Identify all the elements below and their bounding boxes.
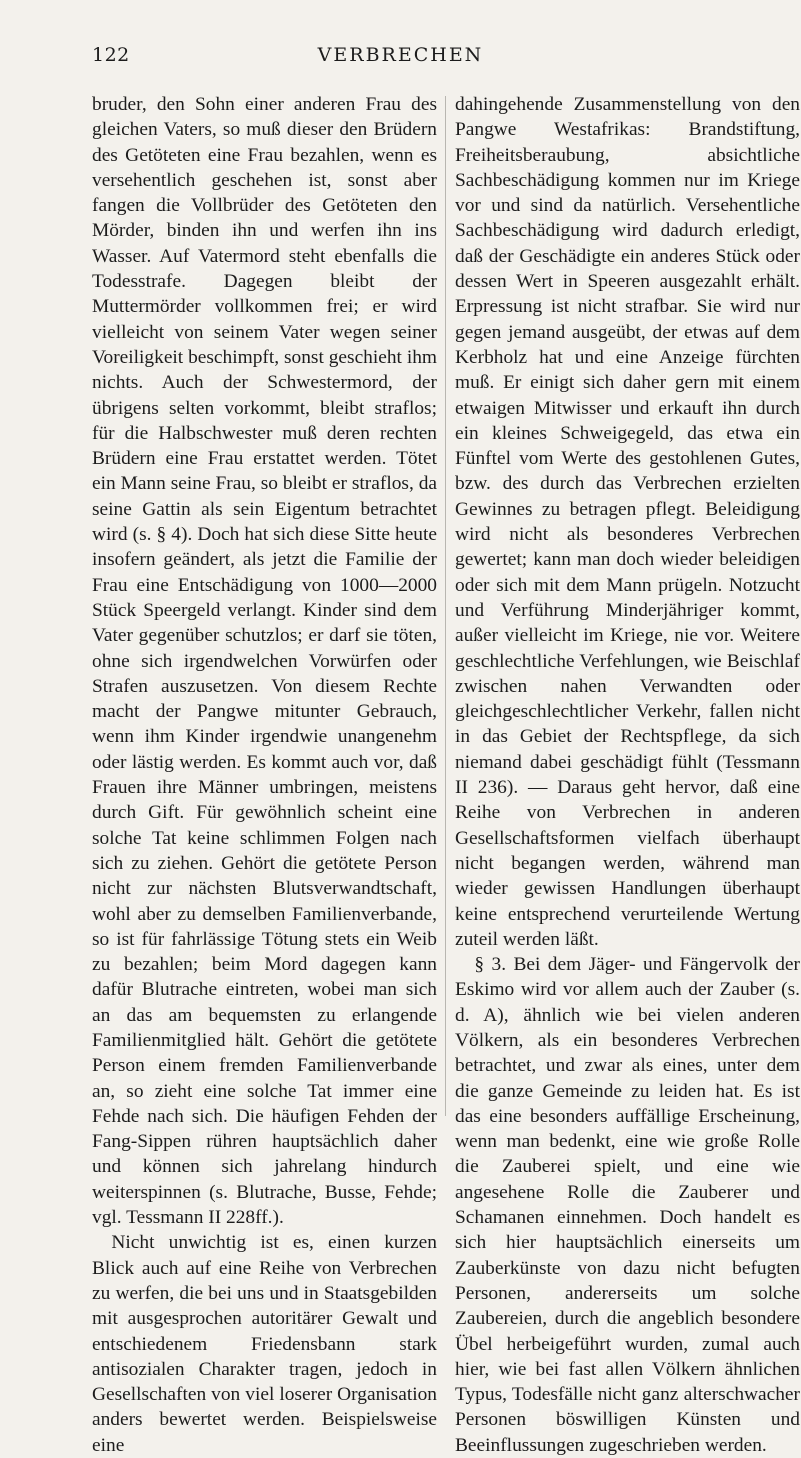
page-number: 122 bbox=[92, 44, 130, 66]
column-divider bbox=[445, 96, 446, 1116]
paragraph: bruder, den Sohn einer anderen Frau des gleichen Vaters, so muß dieser den Brüdern des Getöteten eine Frau bezahlen, wenn es versehentlich geschehen ist, sonst aber fangen die Vollbrüder des Getöteten den Mörder, binden ihn und werfen ihn ins Wasser. Auf Vatermord steht ebenfalls die Todesstrafe. Dagegen bleibt der Muttermörder vollkommen frei; er wird vielleicht von seinem Vater wegen seiner Voreiligkeit beschimpft, sonst geschieht ihm nichts. Auch der Schwestermord, der übrigens selten vorkommt, bleibt straflos; für die Halbschwester muß deren rechten Brüdern eine Frau erstattet werden. Tötet ein Mann seine Frau, so bleibt er straflos, da seine Gattin als sein Eigentum betrachtet wird (s. § 4). Doch hat sich diese Sitte heute insofern geändert, als jetzt die Familie der Frau eine Entschädigung von 1000—2000 Stück Speergeld verlangt. Kinder sind dem Vater gegenüber schutzlos; er darf sie töten, ohne sich irgendwelchen Vorwürfen oder Strafen auszusetzen. Von diesem Rechte macht der Pangwe mitunter Gebrauch, wenn ihm Kinder irgendwie unangenehm oder lästig werden. Es kommt auch vor, daß Frauen ihre Männer umbringen, meistens durch Gift. Für gewöhnlich scheint eine solche Tat keine schlimmen Folgen nach sich zu ziehen. Gehört die getötete Person nicht zur nächsten Blutsverwandtschaft, wohl aber zu demselben Familienverbande, so ist für fahrlässige Tötung stets ein Weib zu bezahlen; beim Mord dagegen kann dafür Blutrache eintreten, wobei man sich an das am bequemsten zu erlangende Familienmitglied hält. Gehört die getötete Person einem fremden Familienverbande an, so zieht eine solche Tat immer eine Fehde nach sich. Die häufigen Fehden der Fang-Sippen rühren hauptsächlich daher und können sich jahrelang hindurch weiterspinnen (s. Blutrache, Busse, Fehde; vgl. Tessmann II 228ff.). bbox=[92, 94, 437, 1229]
paragraph: dahingehende Zusammenstellung von den Pangwe Westafrikas: Brandstiftung, Freiheitsberaubung, absichtliche Sachbeschädigung kommen nur im Kriege vor und sind da natürlich. Versehentliche Sachbeschädigung wird dadurch erledigt, daß der Geschädigte ein anderes Stück oder dessen Wert in Speeren ausgezahlt erhält. Erpressung ist nicht strafbar. Sie wird nur gegen jemand ausgeübt, der etwas auf dem Kerbholz hat und eine Anzeige fürchten muß. Er einigt sich daher gern mit einem etwaigen Mitwisser und erkauft ihn durch ein kleines Schweigegeld, das etwa ein Fünftel vom Werte des gestohlenen Gutes, bzw. des durch das Verbrechen erzielten Gewinnes zu betragen pflegt. Beleidigung wird nicht als besonderes Verbrechen gewertet; kann man doch wieder beleidigen oder sich mit dem Mann prügeln. Notzucht und Verführung Minderjähriger kommt, außer vielleicht im Kriege, nie vor. Weitere geschlechtliche Verfehlungen, wie Beischlaf zwischen nahen Verwandten oder gleichgeschlechtlicher Verkehr, fallen nicht in das Gebiet der Rechtspflege, da sich niemand dabei geschädigt fühlt (Tessmann II 236). — Daraus geht hervor, daß eine Reihe von Verbrechen in anderen Gesellschaftsformen vielfach überhaupt nicht begangen werden, während man wieder gewissen Handlungen überhaupt keine entsprechend verurteilende Wertung zuteil werden läßt. bbox=[455, 94, 800, 950]
paragraph: § 3. Bei dem Jäger- und Fängervolk der Eskimo wird vor allem auch der Zauber (s. d. A), ähnlich wie bei vielen anderen Völkern, als ein besonderes Verbrechen betrachtet, und zwar als eines, unter dem die ganze Gemeinde zu leiden hat. Es ist das eine besonders auffällige Erscheinung, wenn man bedenkt, eine wie große Rolle die Zauberei spielt, und eine wie angesehene Rolle die Zauberer und Schamanen einnehmen. Doch handelt es sich hier hauptsächlich einerseits um Zauberkünste von dazu nicht befugten Personen, andererseits um solche Zaubereien, durch die angeblich besondere Übel herbeigeführt wurden, zumal auch hier, wie bei fast allen Völkern ähnlichen Typus, Todesfälle nicht ganz alterschwacher Personen böswilligen Künsten und Beeinflussungen zugeschrieben werden. bbox=[455, 954, 800, 1456]
paragraph: Nicht unwichtig ist es, einen kurzen Blick auch auf eine Reihe von Verbrechen zu werfen, die bei uns und in Staatsgebilden mit ausgesprochen autoritärer Gewalt und entschiedenem Friedensbann stark antisozialen Charakter tragen, jedoch in Gesellschaften von viel loserer Organisation anders bewertet werden. Beispielsweise eine bbox=[92, 1232, 437, 1456]
running-title: VERBRECHEN bbox=[317, 44, 484, 66]
left-column bbox=[92, 92, 437, 1458]
right-column bbox=[455, 92, 800, 1458]
